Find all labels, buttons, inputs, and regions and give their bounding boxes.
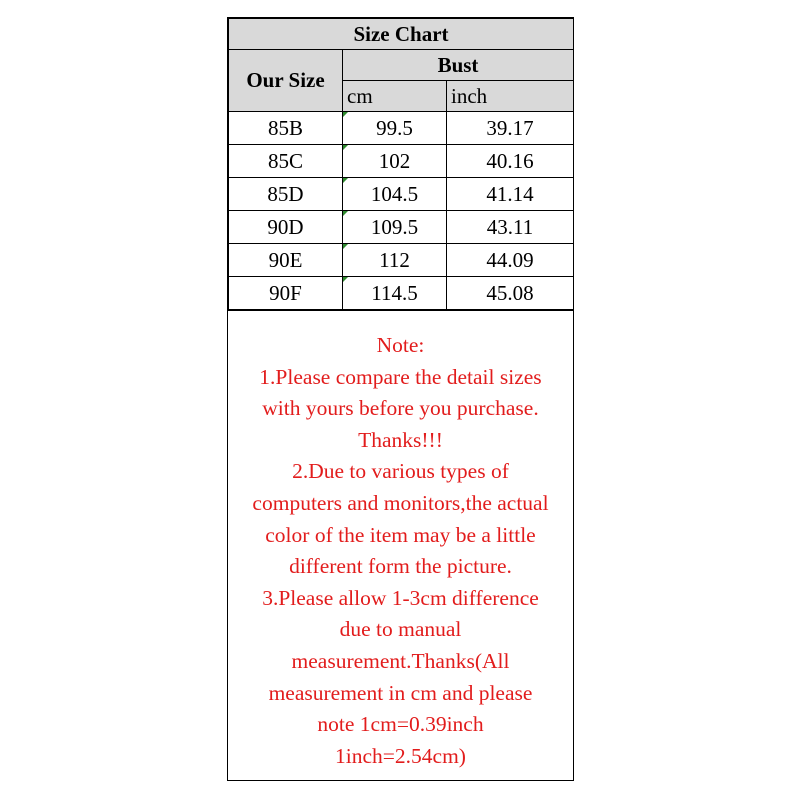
- cm-header: cm: [343, 81, 447, 112]
- note-line: due to manual: [339, 617, 462, 642]
- inch-header: inch: [447, 81, 574, 112]
- table-row: [229, 277, 574, 310]
- note-line: different form the picture.: [289, 554, 512, 579]
- inch-cell: 39.17: [447, 112, 574, 145]
- inch-cell: 45.08: [447, 277, 574, 310]
- cm-cell: 109.5: [343, 211, 447, 244]
- size-cell: 85C: [229, 145, 343, 178]
- note-line: 1inch=2.54cm): [335, 743, 466, 768]
- note-line: note 1cm=0.39inch: [317, 712, 484, 737]
- note-line: measurement.Thanks(All: [291, 648, 510, 673]
- bust-header: Bust: [343, 50, 574, 81]
- size-cell: 85D: [229, 178, 343, 211]
- note-line: color of the item may be a little: [265, 522, 536, 547]
- note-line: 1.Please compare the detail sizes: [259, 364, 542, 389]
- note-line: measurement in cm and please: [268, 680, 533, 705]
- size-cell: 85B: [229, 112, 343, 145]
- our-size-header: Our Size: [229, 50, 343, 112]
- cm-cell: 114.5: [343, 277, 447, 310]
- inch-cell: 44.09: [447, 244, 574, 277]
- cm-cell: 102: [343, 145, 447, 178]
- table-row: [229, 112, 574, 145]
- note-line: Note:: [376, 333, 425, 357]
- note-line: computers and monitors,the actual: [252, 490, 549, 515]
- size-chart: [227, 17, 574, 781]
- note-line: 3.Please allow 1-3cm difference: [262, 585, 539, 610]
- note-line: with yours before you purchase.: [262, 396, 539, 421]
- note-box: [228, 310, 573, 780]
- inch-cell: 43.11: [447, 211, 574, 244]
- cm-cell: 99.5: [343, 112, 447, 145]
- inch-cell: 41.14: [447, 178, 574, 211]
- table-row: [229, 145, 574, 178]
- size-cell: 90F: [229, 277, 343, 310]
- cm-cell: 112: [343, 244, 447, 277]
- table-row: [229, 244, 574, 277]
- note-line: Thanks!!!: [358, 427, 443, 452]
- note-line: 2.Due to various types of: [292, 459, 509, 484]
- size-table: [228, 18, 574, 310]
- size-cell: 90E: [229, 244, 343, 277]
- size-cell: 90D: [229, 211, 343, 244]
- table-row: [229, 178, 574, 211]
- table-row: [229, 211, 574, 244]
- inch-cell: 40.16: [447, 145, 574, 178]
- chart-title: Size Chart: [229, 19, 574, 50]
- cm-cell: 104.5: [343, 178, 447, 211]
